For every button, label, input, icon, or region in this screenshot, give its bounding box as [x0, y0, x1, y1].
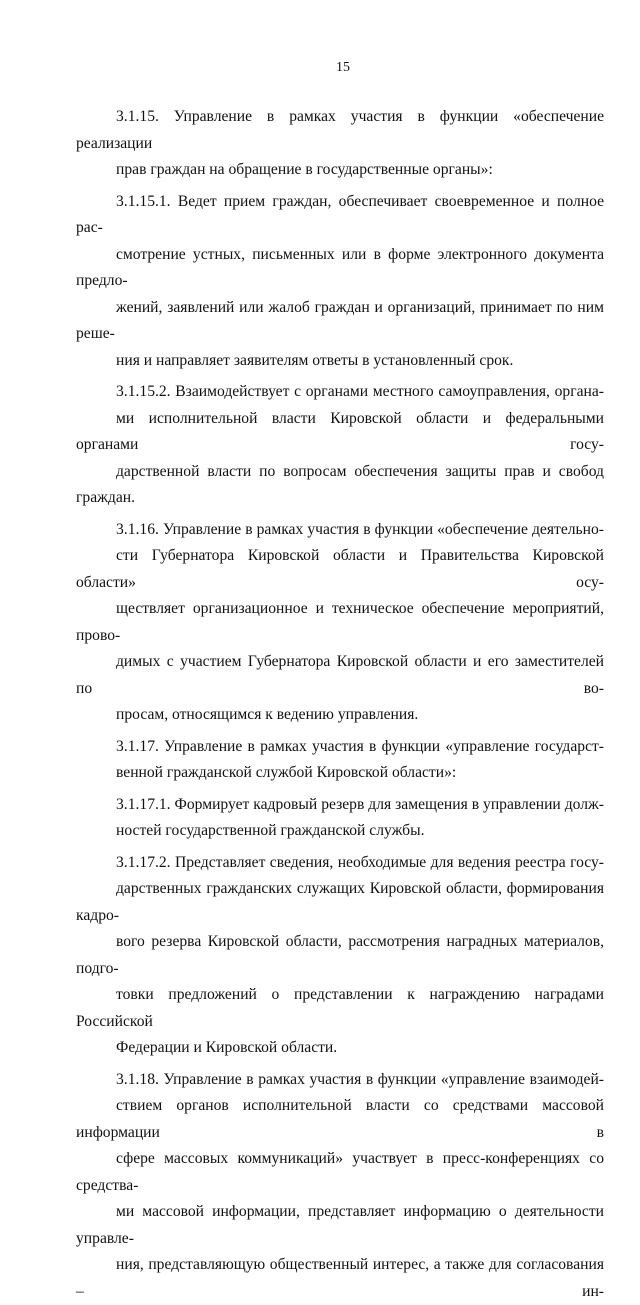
paragraph-3-1-18 [76, 1067, 604, 1305]
paragraph-3-1-17 [76, 734, 604, 787]
text-line: 3.1.15.1. Ведет прием граждан, обеспечивает своевременное и полное рас- [76, 189, 604, 242]
text-line: смотрение устных, письменных или в форме электронного документа предло- [76, 242, 604, 295]
text-line: сфере массовых коммуникаций» участвует в пресс-конференциях со средства- [76, 1146, 604, 1199]
text-line: жений, заявлений или жалоб граждан и организаций, принимает по ним реше- [76, 295, 604, 348]
text-line: ми массовой информации, представляет информацию о деятельности управле- [76, 1199, 604, 1252]
text-line: вого резерва Кировской области, рассмотрения наградных материалов, подго- [76, 929, 604, 982]
text-line: ствием органов исполнительной власти со средствами массовой информации в [76, 1093, 604, 1146]
page-number: 15 [76, 60, 604, 76]
text-line: просам, относящимся к ведению управления. [76, 702, 604, 729]
text-line: 3.1.16. Управление в рамках участия в функции «обеспечение деятельно- [76, 517, 604, 544]
paragraph-3-1-15-2 [76, 379, 604, 512]
text-line: прав граждан на обращение в государственные органы»: [76, 157, 604, 184]
text-line: ния и направляет заявителям ответы в установленный срок. [76, 348, 604, 375]
text-line: 3.1.15.2. Взаимодействует с органами местного самоуправления, органа- [76, 379, 604, 406]
paragraph-3-1-15 [76, 104, 604, 184]
text-line: товки предложений о представлении к награждению наградами Российской [76, 982, 604, 1035]
text-line: 3.1.15. Управление в рамках участия в функции «обеспечение реализации [76, 104, 604, 157]
text-line: венной гражданской службой Кировской области»: [76, 760, 604, 787]
text-line: ми исполнительной власти Кировской области и федеральными органами госу- [76, 406, 604, 459]
paragraph-3-1-17-1 [76, 792, 604, 845]
text-line: димых с участием Губернатора Кировской области и его заместителей по во- [76, 649, 604, 702]
text-line: дарственной власти по вопросам обеспечения защиты прав и свобод граждан. [76, 459, 604, 512]
text-line: Федерации и Кировской области. [76, 1035, 604, 1062]
text-line: 3.1.17.2. Представляет сведения, необходимые для ведения реестра госу- [76, 850, 604, 877]
text-line: 3.1.17.1. Формирует кадровый резерв для замещения в управлении долж- [76, 792, 604, 819]
paragraph-3-1-17-2 [76, 850, 604, 1062]
text-line: 3.1.18. Управление в рамках участия в функции «управление взаимодей- [76, 1067, 604, 1094]
text-line: сти Губернатора Кировской области и Правительства Кировской области» осу- [76, 543, 604, 596]
text-line: ществляет организационное и техническое обеспечение мероприятий, прово- [76, 596, 604, 649]
paragraph-3-1-16 [76, 517, 604, 729]
paragraph-3-1-15-1 [76, 189, 604, 375]
text-line: ностей государственной гражданской службы. [76, 818, 604, 845]
text-line: дарственных гражданских служащих Кировской области, формирования кадро- [76, 876, 604, 929]
text-line: ния, представляющую общественный интерес, а также для согласования – ин- [76, 1252, 604, 1305]
text-line: 3.1.17. Управление в рамках участия в функции «управление государст- [76, 734, 604, 761]
